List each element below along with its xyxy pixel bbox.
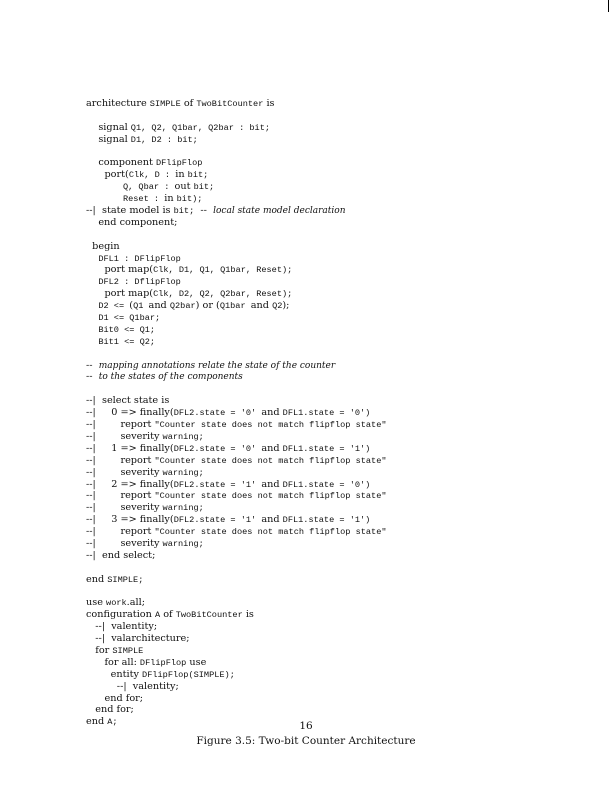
- code-token: port(: [86, 169, 129, 181]
- code-token: --| 1 => finally(: [86, 442, 174, 454]
- code-token: DFL2.state = '0': [173, 408, 262, 419]
- code-token: bit;: [173, 206, 195, 217]
- code-token: --| report: [86, 419, 155, 431]
- code-token: --| report: [86, 526, 155, 538]
- code-token: and: [261, 514, 283, 526]
- code-token: end for;: [86, 704, 134, 716]
- code-token: local state model declaration: [213, 206, 346, 217]
- code-line: [86, 609, 586, 621]
- code-line: [86, 550, 586, 562]
- code-token: DFL1.state = '1'): [282, 515, 371, 526]
- code-token: warning;: [162, 431, 204, 442]
- code-token: work: [106, 598, 127, 609]
- code-token: --| state model is: [86, 205, 174, 217]
- code-token: DFL2.state = '0': [173, 443, 262, 454]
- code-token: --| valentity;: [86, 680, 179, 692]
- code-token: D1, D2 : bit;: [130, 134, 198, 145]
- code-line: [86, 146, 586, 158]
- code-line: [86, 264, 586, 276]
- code-line: [86, 455, 586, 467]
- code-line: [86, 276, 586, 288]
- code-token: Q2bar: [169, 301, 196, 312]
- code-token: --: [194, 205, 214, 217]
- code-line: [86, 360, 586, 372]
- code-token: Bit1 <= Q2;: [98, 336, 156, 347]
- code-token: out: [174, 181, 194, 193]
- code-token: Reset :: [122, 194, 165, 205]
- code-token: and: [250, 300, 273, 312]
- code-token: and: [261, 478, 283, 490]
- code-token: "Counter state does not match flipflop state": [154, 455, 387, 466]
- code-token: A: [154, 610, 161, 621]
- code-line: [86, 681, 586, 693]
- code-line: [86, 122, 586, 134]
- code-token: Clk, D :: [128, 170, 176, 181]
- code-token: ) or (: [195, 300, 220, 312]
- code-line: [86, 300, 586, 312]
- code-token: is: [263, 98, 275, 109]
- code-token: end: [86, 573, 108, 585]
- code-token: in: [175, 169, 188, 181]
- code-line: [86, 633, 586, 645]
- code-token: --| end select;: [86, 549, 156, 561]
- code-token: --| 3 => finally(: [86, 514, 174, 526]
- code-token: --: [86, 359, 99, 371]
- code-line: [86, 645, 586, 657]
- code-token: --: [86, 371, 99, 383]
- code-token: --| select state is: [86, 395, 170, 407]
- code-token: "Counter state does not match flipflop state": [154, 420, 387, 431]
- code-token: );: [282, 300, 290, 312]
- code-token: signal: [86, 133, 131, 145]
- code-line: [86, 574, 586, 586]
- code-token: in: [164, 193, 177, 205]
- code-line: [86, 657, 586, 669]
- code-token: (: [129, 300, 134, 312]
- code-token: Q1bar: [219, 301, 251, 312]
- code-token: warning;: [162, 503, 204, 514]
- code-line: [86, 443, 586, 455]
- code-line: [86, 229, 586, 241]
- code-token: Q2: [272, 301, 283, 312]
- code-line: [86, 467, 586, 479]
- code-token: configuration: [86, 609, 155, 621]
- code-line: [86, 134, 586, 146]
- code-token: DFL2.state = '1': [173, 515, 262, 526]
- code-line: [86, 324, 586, 336]
- code-token: [86, 193, 123, 204]
- code-line: [86, 419, 586, 431]
- code-token: [86, 181, 123, 192]
- code-token: and: [148, 300, 170, 312]
- code-token: port map(: [86, 288, 154, 300]
- code-line: [86, 312, 586, 324]
- code-token: "Counter state does not match flipflop state": [154, 527, 387, 538]
- code-token: --| severity: [86, 430, 163, 442]
- code-token: Clk, D2, Q2, Q2bar, Reset);: [153, 289, 293, 300]
- code-token: Clk, D1, Q1, Q1bar, Reset);: [153, 265, 293, 276]
- code-line: [86, 479, 586, 491]
- code-token: begin: [86, 240, 120, 252]
- code-line: [86, 704, 586, 716]
- code-token: D2 <=: [98, 301, 130, 312]
- code-line: [86, 371, 586, 383]
- code-token: entity: [86, 668, 143, 680]
- code-token: component: [86, 157, 156, 169]
- code-line: [86, 157, 586, 169]
- code-token: Q1, Q2, Q1bar, Q2bar : bit;: [130, 122, 271, 133]
- code-line: [86, 586, 586, 598]
- code-line: [86, 205, 586, 217]
- code-token: DFL2 : DflipFlop: [98, 277, 181, 288]
- code-line: [86, 431, 586, 443]
- code-token: --| report: [86, 490, 155, 502]
- code-token: Q, Qbar :: [122, 182, 175, 193]
- code-token: --| 2 => finally(: [86, 478, 174, 490]
- code-line: [86, 562, 586, 574]
- code-token: [86, 276, 98, 287]
- code-token: end for;: [86, 692, 144, 704]
- code-token: --| report: [86, 454, 155, 466]
- code-token: DFL1.state = '0'): [282, 479, 371, 490]
- code-token: of: [160, 609, 176, 621]
- code-line: [86, 693, 586, 705]
- code-token: warning;: [162, 467, 204, 478]
- code-token: [86, 336, 98, 347]
- code-line: [86, 395, 586, 407]
- code-token: use: [86, 597, 107, 609]
- code-token: use: [186, 656, 207, 668]
- code-line: [86, 336, 586, 348]
- code-token: SIMPLE: [149, 99, 181, 109]
- code-token: [86, 253, 98, 264]
- code-line: [86, 383, 586, 395]
- code-token: for all:: [86, 656, 140, 668]
- code-token: DFlipFlop: [155, 158, 203, 169]
- code-token: and: [261, 442, 283, 454]
- code-token: "Counter state does not match flipflop state": [154, 491, 387, 502]
- code-line: [86, 217, 586, 229]
- code-line: [86, 407, 586, 419]
- code-token: DFlipFlop(SIMPLE);: [142, 669, 235, 680]
- code-token: port map(: [86, 264, 154, 276]
- code-token: --| severity: [86, 502, 163, 514]
- code-token: --| 0 => finally(: [86, 407, 174, 419]
- code-token: SIMPLE;: [107, 574, 144, 585]
- page-edge-mark: [608, 0, 610, 12]
- code-line: [86, 169, 586, 181]
- code-line: [86, 538, 586, 550]
- code-token: for: [86, 644, 113, 656]
- code-token: DFL1.state = '0'): [282, 408, 371, 419]
- code-line: [86, 502, 586, 514]
- code-token: Q1: [133, 301, 149, 312]
- code-line: [86, 514, 586, 526]
- page-number: 16: [299, 720, 313, 732]
- code-token: --| valentity;: [86, 621, 158, 633]
- code-token: SIMPLE: [112, 645, 144, 656]
- code-line: [86, 621, 586, 633]
- code-line: [86, 597, 586, 609]
- code-line: [86, 253, 586, 265]
- code-token: [86, 312, 98, 323]
- code-line: [86, 348, 586, 360]
- code-token: [86, 300, 98, 311]
- code-token: bit;: [187, 170, 209, 181]
- code-line: [86, 110, 586, 122]
- code-token: DFlipFlop: [139, 657, 187, 668]
- code-token: bit);: [176, 194, 203, 205]
- code-token: A;: [107, 717, 118, 728]
- code-token: to the states of the components: [98, 372, 243, 383]
- code-token: Bit0 <= Q1;: [98, 324, 156, 335]
- code-line: [86, 490, 586, 502]
- code-token: end: [86, 716, 108, 728]
- code-token: warning;: [162, 538, 204, 549]
- code-line: [86, 669, 586, 681]
- code-token: DFL1 : DFlipFlop: [98, 253, 181, 264]
- code-token: --| severity: [86, 537, 163, 549]
- code-token: bit;: [193, 182, 215, 193]
- code-line: [86, 193, 586, 205]
- code-token: DFL1.state = '1'): [282, 443, 371, 454]
- code-line: [86, 98, 586, 110]
- vhdl-code-listing: [86, 98, 586, 728]
- code-line: [86, 526, 586, 538]
- figure-caption: Figure 3.5: Two-bit Counter Architecture: [196, 735, 416, 747]
- code-token: architecture: [86, 98, 150, 109]
- code-token: [86, 324, 98, 335]
- code-token: and: [261, 407, 283, 419]
- code-token: --| severity: [86, 466, 163, 478]
- code-token: D1 <= Q1bar;: [98, 313, 161, 324]
- code-line: [86, 288, 586, 300]
- code-token: of: [180, 98, 197, 109]
- code-token: .all;: [126, 597, 145, 609]
- code-token: TwoBitCounter: [175, 610, 243, 621]
- code-token: DFL2.state = '1': [173, 479, 262, 490]
- code-line: [86, 181, 586, 193]
- code-token: signal: [86, 121, 131, 133]
- code-token: TwoBitCounter: [196, 99, 264, 109]
- code-line: [86, 241, 586, 253]
- code-token: end component;: [86, 216, 178, 228]
- code-token: mapping annotations relate the state of the counter: [98, 360, 336, 371]
- code-token: --| valarchitecture;: [86, 633, 190, 645]
- code-token: is: [242, 609, 254, 621]
